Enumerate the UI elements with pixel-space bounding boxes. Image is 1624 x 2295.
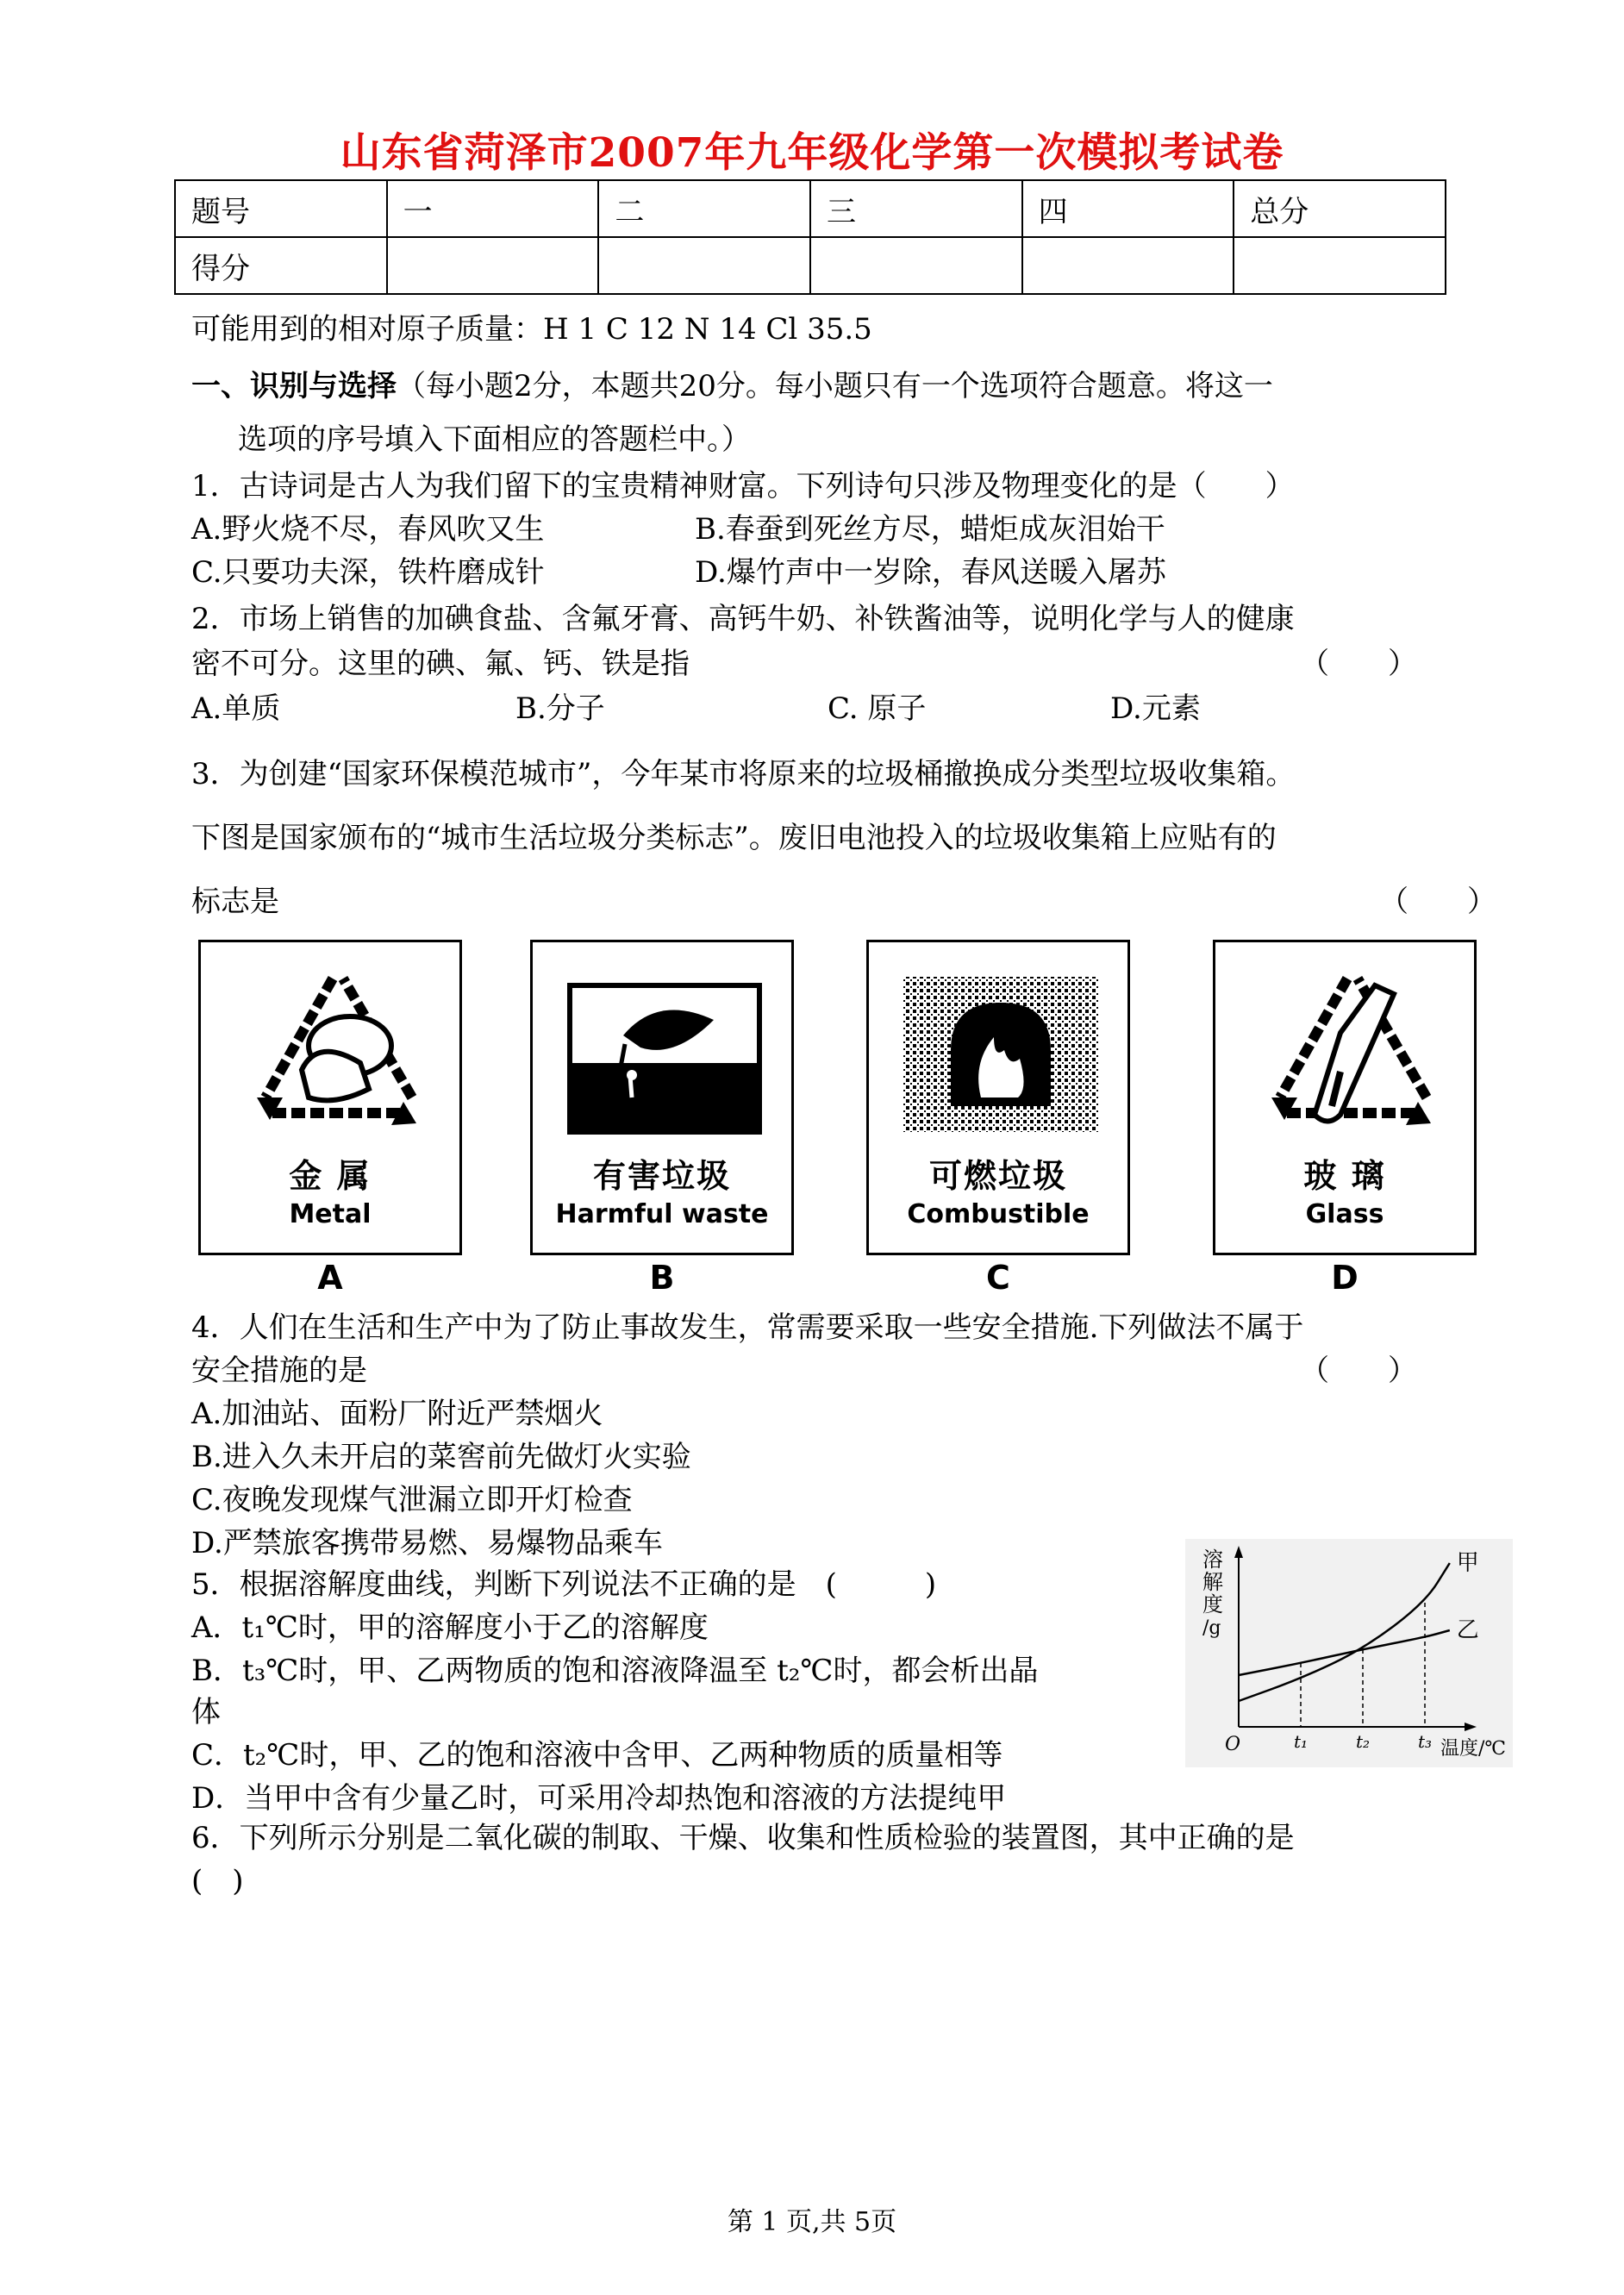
x-axis-label: 温度/℃ (1440, 1738, 1507, 1760)
option-b: B.分子 (515, 691, 605, 726)
page-title: 山东省菏泽市2007年九年级化学第一次模拟考试卷 (340, 129, 1284, 177)
table-row (175, 180, 1446, 237)
sign-combustible (866, 940, 1130, 1255)
score-table (174, 179, 1446, 295)
atomic-mass-note: 可能用到的相对原子质量：H 1 C 12 N 14 Cl 35.5 (191, 312, 872, 347)
y-axis-label-2: 解 (1202, 1570, 1223, 1594)
table-cell: 三 (810, 180, 1022, 237)
y-axis-label-1: 溶 (1202, 1548, 1223, 1572)
score-input-cell[interactable] (1234, 237, 1446, 294)
sign-label-en: Harmful waste (555, 1199, 769, 1229)
question-stem-cont: 标志是 (191, 885, 279, 919)
option-b: B.进入久未开启的菜窖前先做灯火实验 (191, 1440, 691, 1474)
metal-recycle-icon (231, 968, 434, 1141)
question-stem: 2．市场上销售的加碘食盐、含氟牙膏、高钙牛奶、补铁酱油等，说明化学与人的健康 (191, 602, 1295, 636)
sign-harmful (530, 940, 794, 1255)
page-footer: 第 1 页,共 5页 (727, 2207, 897, 2237)
question-stem: 3．为创建“国家环保模范城市”，今年某市将原来的垃圾桶撤换成分类型垃圾收集箱。 (191, 757, 1296, 791)
option-a: A.加油站、面粉厂附近严禁烟火 (191, 1397, 603, 1431)
sign-metal (198, 940, 462, 1255)
sign-label-cn: 可燃垃圾 (928, 1157, 1067, 1195)
sign-label-cn: 有害垃圾 (592, 1157, 731, 1195)
origin-label: O (1225, 1734, 1241, 1755)
series-line-甲 (1239, 1563, 1450, 1701)
fire-icon (899, 968, 1102, 1141)
question-stem-cont: 下图是国家颁布的“城市生活垃圾分类标志”。废旧电池投入的垃圾收集箱上应贴有的 (191, 821, 1277, 855)
glass-bottle-recycle-icon (1246, 968, 1449, 1141)
series-line-乙 (1239, 1630, 1450, 1675)
answer-paren: （ ） (1300, 1354, 1417, 1388)
question-stem: 5．根据溶解度曲线，判断下列说法不正确的是 ( ) (191, 1567, 937, 1602)
option-a: A.野火烧不尽，春风吹又生 (191, 512, 545, 547)
x-tick-label: t₂ (1356, 1731, 1371, 1752)
option-d: D．当甲中含有少量乙时，可采用冷却热饱和溶液的方法提纯甲 (191, 1781, 1007, 1816)
score-input-cell[interactable] (810, 237, 1022, 294)
question-stem-cont: 安全措施的是 (191, 1354, 367, 1388)
sign-label-en: Metal (289, 1199, 372, 1229)
sign-label-cn: 玻 璃 (1303, 1157, 1386, 1195)
option-a: A．t₁℃时，甲的溶解度小于乙的溶解度 (191, 1610, 709, 1645)
sign-label-en: Glass (1305, 1199, 1384, 1229)
y-axis-label-3: 度 (1202, 1592, 1223, 1617)
score-input-cell[interactable] (598, 237, 810, 294)
table-cell: 四 (1022, 180, 1234, 237)
y-axis-label-4: /g (1202, 1617, 1221, 1639)
question-stem-cont: 密不可分。这里的碘、氟、钙、铁是指 (191, 647, 690, 681)
solubility-chart-svg (1185, 1539, 1513, 1767)
sign-glass (1213, 940, 1477, 1255)
option-letter: B (649, 1259, 675, 1297)
table-cell: 得分 (175, 237, 387, 294)
option-letter: C (986, 1259, 1010, 1297)
section-heading (191, 369, 1273, 403)
solubility-chart (1185, 1539, 1513, 1767)
y-axis-arrow (1234, 1546, 1243, 1558)
option-c: C.夜晚发现煤气泄漏立即开灯检查 (191, 1483, 633, 1517)
option-c: C.只要功夫深，铁杵磨成针 (191, 555, 545, 590)
sign-label-cn: 金 属 (289, 1157, 372, 1195)
option-b: B．t₃℃时，甲、乙两物质的饱和溶液降温至 t₂℃时，都会析出晶 (191, 1654, 1039, 1688)
series-label: 甲 (1456, 1550, 1479, 1576)
x-axis-arrow (1465, 1723, 1477, 1731)
sign-label-en: Combustible (907, 1199, 1090, 1229)
option-d: D.元素 (1110, 691, 1201, 726)
score-input-cell[interactable] (1022, 237, 1234, 294)
table-cell: 总分 (1234, 180, 1446, 237)
table-cell: 二 (598, 180, 810, 237)
x-tick-label: t₃ (1418, 1731, 1433, 1752)
option-c: C．t₂℃时，甲、乙的饱和溶液中含甲、乙两种物质的质量相等 (191, 1738, 1003, 1773)
section-desc: （每小题2分，本题共20分。每小题只有一个选项符合题意。将这一 (397, 369, 1273, 403)
section-title: 一、识别与选择 (191, 369, 397, 403)
option-letter: A (317, 1259, 343, 1297)
option-d: D.爆竹声中一岁除，春风送暖入屠苏 (695, 555, 1166, 590)
section-desc-cont: 选项的序号填入下面相应的答题栏中。） (238, 422, 751, 457)
harmful-waste-icon (563, 968, 766, 1141)
question-stem: 6．下列所示分别是二氧化碳的制取、干燥、收集和性质检验的装置图，其中正确的是 (191, 1821, 1295, 1855)
table-cell: 一 (387, 180, 599, 237)
table-row (175, 237, 1446, 294)
answer-paren: （ ） (1300, 647, 1417, 681)
option-b: B.春蚕到死丝方尽，蜡炬成灰泪始干 (695, 512, 1165, 547)
question-stem: 1．古诗词是古人为我们留下的宝贵精神财富。下列诗句只涉及物理变化的是（ ） (191, 469, 1295, 503)
option-letter: D (1331, 1259, 1359, 1297)
question-stem: 4．人们在生活和生产中为了防止事故发生，常需要采取一些安全措施.下列做法不属于 (191, 1310, 1304, 1345)
table-cell: 题号 (175, 180, 387, 237)
x-tick-label: t₁ (1294, 1731, 1309, 1752)
option-d: D.严禁旅客携带易燃、易爆物品乘车 (191, 1526, 663, 1560)
answer-paren: （ ） (1379, 885, 1496, 919)
series-label: 乙 (1456, 1617, 1479, 1643)
score-input-cell[interactable] (387, 237, 599, 294)
option-b-cont: 体 (191, 1695, 221, 1729)
option-a: A.单质 (191, 691, 281, 726)
question-stem-cont: ( ) (191, 1864, 244, 1898)
option-c: C. 原子 (828, 691, 927, 726)
